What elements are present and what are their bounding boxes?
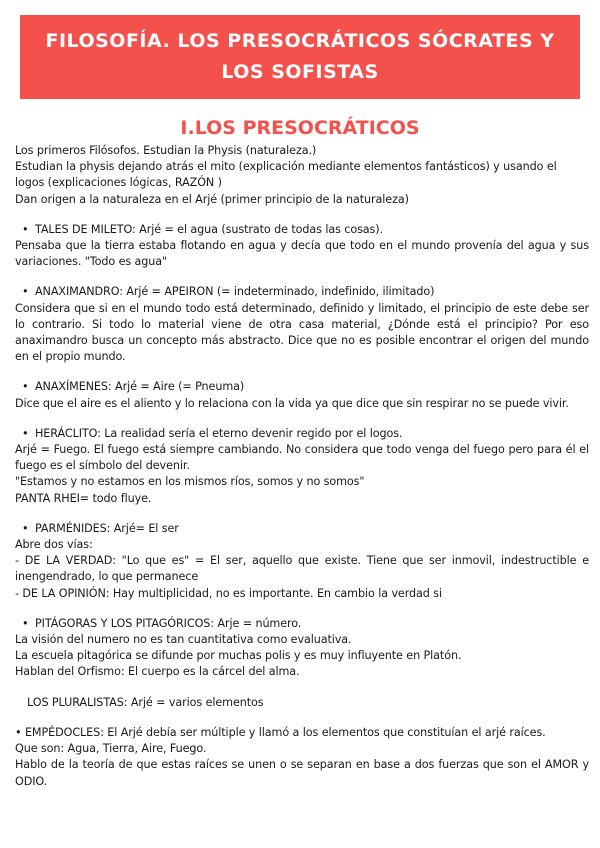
tales-heading: TALES DE MILETO: Arjé = el agua (sustrato de todas las cosas).: [35, 222, 384, 236]
document-title: FILOSOFÍA. LOS PRESOCRÁTICOS SÓCRATES Y LOS SOFISTAS: [45, 30, 555, 83]
empedocles-heading: EMPÉDOCLES: El Arjé debía ser múltiple y llamó a los elementos que constituían el arjé raíces.: [24, 725, 546, 739]
tales-text: Pensaba que la tierra estaba flotando en agua y decía que todo en el mundo provenía del agua y sus variaciones. "Todo es agua": [15, 239, 589, 269]
empedocles-line: Hablo de la teoría de que estas raíces se unen o se separan en base a dos fuerzas que son el AMOR y ODIO.: [15, 758, 589, 788]
bullet-anaximenes: [15, 379, 589, 395]
document-title-banner: [20, 15, 580, 99]
bullet-pitagoras: [15, 616, 589, 632]
pitagoras-line: La escuela pitagórica se difunde por muchas polis y es muy influyente en Platón.: [15, 649, 462, 663]
empedocles-line: Que son: Agua, Tierra, Aire, Fuego.: [15, 742, 207, 756]
parmenides-line: - DE LA VERDAD: "Lo que es" = El ser, aquello que existe. Tiene que ser inmovil, indestructible e inengendrado, lo que permanece: [15, 554, 589, 584]
intro-line: Dan origen a la naturaleza en el Arjé (primer principio de la naturaleza): [15, 192, 409, 206]
parmenides-line: - DE LA OPINIÓN: Hay multiplicidad, no es importante. En cambio la verdad si: [15, 586, 442, 600]
bullet-icon: •: [22, 222, 29, 236]
heraclito-text: Arjé = Fuego. El fuego está siempre cambiando. No considera que todo venga del fuego pero para él el fuego es el símbolo del devenir.: [15, 443, 589, 473]
pitagoras-line: La visión del numero no es tan cuantitativa como evaluativa.: [15, 633, 352, 647]
heraclito-heading: HERÁCLITO: La realidad sería el eterno devenir regido por el logos.: [35, 426, 403, 440]
pitagoras-heading: PITÁGORAS Y LOS PITAGÓRICOS: Arje = número.: [35, 616, 302, 630]
bullet-parmenides: [15, 521, 589, 537]
bullet-icon: •: [22, 521, 29, 535]
parmenides-heading: PARMÉNIDES: Arjé= El ser: [35, 521, 179, 535]
anaximenes-heading: ANAXÍMENES: Arjé = Aire (= Pneuma): [35, 380, 245, 394]
pitagoras-line: Hablan del Orfismo: El cuerpo es la cárcel del alma.: [15, 665, 300, 679]
bullet-icon: •: [22, 380, 29, 394]
bullet-tales: [15, 222, 589, 238]
pluralistas-heading: LOS PLURALISTAS: Arjé = varios elementos: [27, 695, 264, 709]
bullet-icon: •: [15, 725, 22, 739]
bullet-icon: •: [22, 616, 29, 630]
bullet-anaximandro: [15, 284, 589, 300]
intro-line: Estudian la physis dejando atrás el mito (explicación mediante elementos fantásticos) y usando el logos (explicaciones lógicas, RAZÓN ): [15, 160, 557, 190]
anaximandro-text: Considera que si en el mundo todo está determinado, definido y limitado, el principio de este debe ser lo contrario. Si todo lo material viene de otra casa material, ¿Dónde está el principio? Por eso anaximandro busca un concepto más abstracto. Dice que no es posible encontrar el origen del mundo en el propio mundo.: [15, 301, 589, 364]
parmenides-line: Abre dos vías:: [15, 538, 93, 552]
heraclito-panta: PANTA RHEI= todo fluye.: [15, 491, 152, 505]
bullet-empedocles: [15, 725, 589, 741]
bullet-heraclito: [15, 426, 589, 442]
section-title: I.LOS PRESOCRÁTICOS: [180, 117, 420, 139]
document-body: [15, 143, 589, 790]
bullet-icon: •: [22, 285, 29, 299]
anaximenes-text: Dice que el aire es el aliento y lo relaciona con la vida ya que dice que sin respirar no se puede vivir.: [15, 396, 569, 410]
intro-line: Los primeros Filósofos. Estudian la Physis (naturaleza.): [15, 144, 317, 157]
heraclito-quote: "Estamos y no estamos en los mismos ríos, somos y no somos": [15, 475, 365, 489]
anaximandro-heading: ANAXIMANDRO: Arjé = APEIRON (= indeterminado, indefinido, ilimitado): [35, 285, 435, 299]
bullet-icon: •: [22, 426, 29, 440]
